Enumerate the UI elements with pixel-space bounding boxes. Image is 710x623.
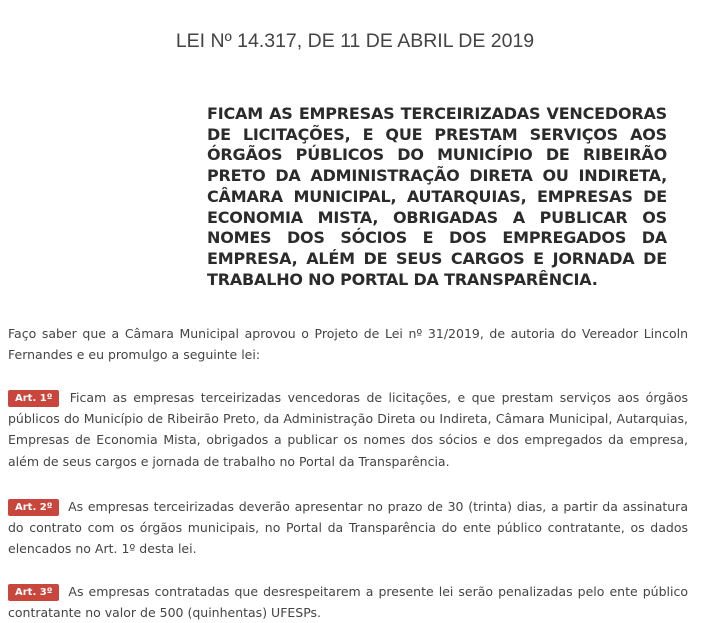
article-1-text: Ficam as empresas terceirizadas vencedoras de licitações, e que prestam serviços aos órgãos públicos do Município de Ribeirão Preto, da Administração Direta ou Indireta, Câmara Municipal, Autarquias, Empresas de Economia Mista, obrigados a publicar os nomes dos sócios e dos empregados da empresa, além de seus cargos e jornada de trabalho no Portal da Transparência. <box>8 390 688 469</box>
article-2-text: As empresas terceirizadas deverão apresentar no prazo de 30 (trinta) dias, a partir da assinatura do contrato com os órgãos municipais, no Portal da Transparência do ente público contratante, os dados elencados no Art. 1º desta lei. <box>8 499 688 557</box>
article-2-badge: Art. 2º <box>8 499 59 516</box>
article-3-text: As empresas contratadas que desrespeitarem a presente lei serão penalizadas pelo ente público contratante no valor de 500 (quinhentas) UFESPs. <box>8 584 688 621</box>
article-3 <box>8 581 688 623</box>
article-1-badge: Art. 1º <box>8 390 59 407</box>
law-summary: FICAM AS EMPRESAS TERCEIRIZADAS VENCEDORAS DE LICITAÇÕES, E QUE PRESTAM SERVIÇOS AOS ÓRGÃOS PÚBLICOS DO MUNICÍPIO DE RIBEIRÃO PRETO DA ADMINISTRAÇÃO DIRETA OU INDIRETA, CÂMARA MUNICIPAL, AUTARQUIAS, EMPRESAS DE ECONOMIA MISTA, OBRIGADAS A PUBLICAR OS NOMES DOS SÓCIOS E DOS EMPREGADOS DA EMPRESA, ALÉM DE SEUS CARGOS E JORNADA DE TRABALHO NO PORTAL DA TRANSPARÊNCIA. <box>207 104 667 289</box>
article-3-badge: Art. 3º <box>8 584 59 601</box>
article-1 <box>8 387 688 472</box>
article-2 <box>8 496 688 560</box>
intro-paragraph: Faço saber que a Câmara Municipal aprovou o Projeto de Lei nº 31/2019, de autoria do Vereador Lincoln Fernandes e eu promulgo a seguinte lei: <box>8 326 688 363</box>
law-title: LEI Nº 14.317, DE 11 DE ABRIL DE 2019 <box>175 30 535 52</box>
